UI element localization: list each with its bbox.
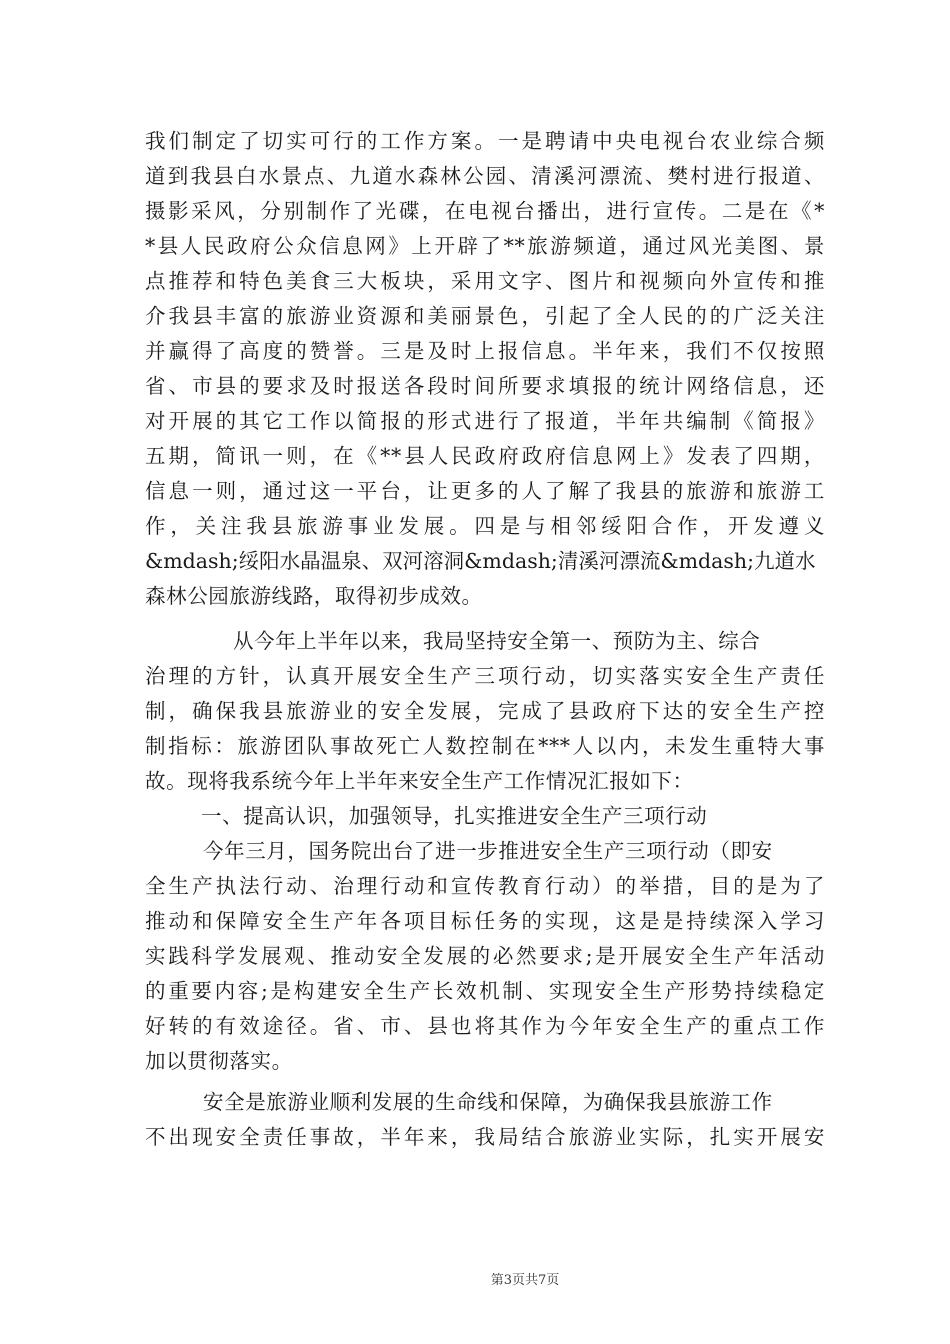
text-line: 全生产执法行动、治理行动和宣传教育行动）的举措，目的是为了 xyxy=(145,874,825,898)
text-line: 作，关注我县旅游事业发展。四是与相邻绥阳合作，开发遵义 xyxy=(145,514,825,538)
paragraph-safety-intro xyxy=(145,624,825,799)
text-line: 安全是旅游业顺利发展的生命线和保障，为确保我县旅游工作 xyxy=(203,1090,773,1114)
text-line: 从今年上半年以来，我局坚持安全第一、预防为主、综合 xyxy=(233,629,761,653)
text-line: 治理的方针，认真开展安全生产三项行动，切实落实安全生产责任 xyxy=(145,664,825,688)
text-line: &mdash;绥阳水晶温泉、双河溶洞&mdash;清溪河漂流&mdash;九道水 xyxy=(145,549,816,573)
text-line: 今年三月，国务院出台了进一步推进安全生产三项行动（即安 xyxy=(203,839,773,863)
text-line: *县人民政府公众信息网》上开辟了**旅游频道，通过风光美图、景 xyxy=(145,234,825,258)
text-line: 并赢得了高度的赞誉。三是及时上报信息。半年来，我们不仅按照 xyxy=(145,339,825,363)
text-line: 对开展的其它工作以简报的形式进行了报道，半年共编制《简报》 xyxy=(145,409,825,433)
paragraph-tourism-promotion xyxy=(145,124,825,614)
text-line: 五期，简讯一则，在《**县人民政府政府信息网上》发表了四期， xyxy=(145,444,825,468)
text-line: 故。现将我系统今年上半年来安全生产工作情况汇报如下： xyxy=(145,769,694,793)
text-line: 推动和保障安全生产年各项目标任务的实现，这是是持续深入学习 xyxy=(145,909,825,933)
text-line: 森林公园旅游线路，取得初步成效。 xyxy=(145,584,483,608)
text-line: 加以贯彻落实。 xyxy=(145,1049,293,1073)
text-line: 信息一则，通过这一平台，让更多的人了解了我县的旅游和旅游工 xyxy=(145,479,825,503)
paragraph-gap xyxy=(145,614,825,624)
text-line: 我们制定了切实可行的工作方案。一是聘请中央电视台农业综合频 xyxy=(145,129,825,153)
paragraph-three-actions xyxy=(145,834,825,1079)
text-line: 不出现安全责任事故，半年来，我局结合旅游业实际，扎实开展安 xyxy=(145,1125,825,1149)
text-line: 的重要内容;是构建安全生产长效机制、实现安全生产形势持续稳定 xyxy=(145,979,825,1003)
section-heading: 一、提高认识，加强领导，扎实推进安全生产三项行动 xyxy=(201,804,708,828)
text-line: 道到我县白水景点、九道水森林公园、清溪河漂流、樊村进行报道、 xyxy=(145,164,825,188)
text-line: 制指标：旅游团队事故死亡人数控制在***人以内，未发生重特大事 xyxy=(145,734,825,758)
page-number-footer: 第3页共7页 xyxy=(490,1273,560,1288)
text-line: 摄影采风，分别制作了光碟，在电视台播出，进行宣传。二是在《* xyxy=(145,199,825,223)
text-line: 介我县丰富的旅游业资源和美丽景色，引起了全人民的的广泛关注 xyxy=(145,304,825,328)
paragraph-safety-lifeline xyxy=(145,1085,825,1155)
text-line: 点推荐和特色美食三大板块，采用文字、图片和视频向外宣传和推 xyxy=(145,269,825,293)
text-line: 好转的有效途径。省、市、县也将其作为今年安全生产的重点工作 xyxy=(145,1014,825,1038)
text-line: 实践科学发展观、推动安全发展的必然要求;是开展安全生产年活动 xyxy=(145,944,825,968)
text-line: 省、市县的要求及时报送各段时间所要求填报的统计网络信息，还 xyxy=(145,374,825,398)
document-body xyxy=(145,124,825,1155)
text-line: 制，确保我县旅游业的安全发展，完成了县政府下达的安全生产控 xyxy=(145,699,825,723)
